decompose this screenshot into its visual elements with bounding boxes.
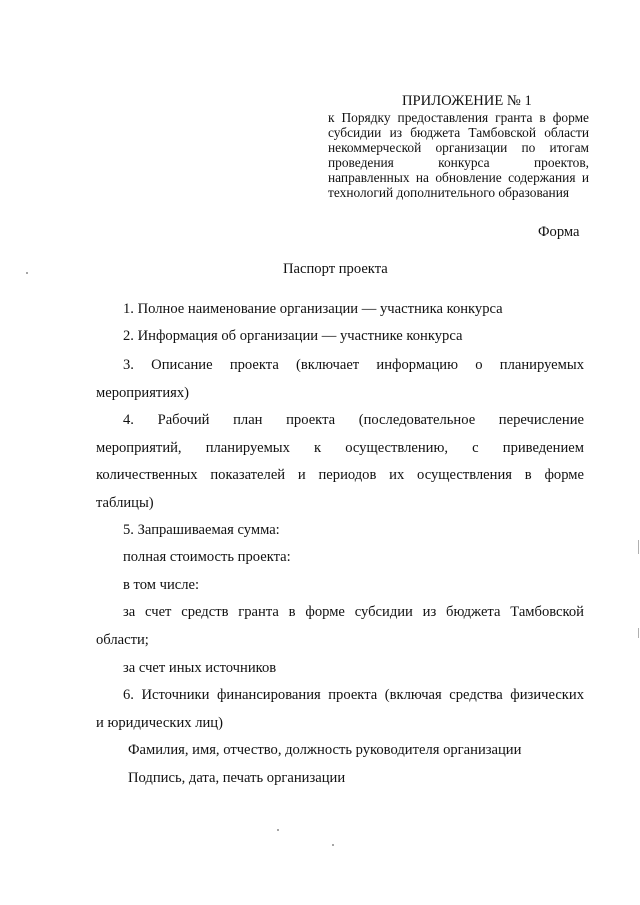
item-5-other-sources: за счет иных источников	[123, 660, 277, 676]
item-1: 1. Полное наименование организации — участника конкурса	[123, 301, 503, 317]
signature-line: Подпись, дата, печать организации	[128, 770, 346, 786]
appendix-line: к Порядку предоставления гранта в форме	[328, 110, 589, 125]
scan-edge-mark	[638, 628, 639, 638]
item-4-line: количественных показателей и периодов их осуществления в форме	[96, 467, 584, 483]
item-4-line: мероприятий, планируемых к осуществлению, с приведением	[96, 440, 584, 456]
appendix-line: проведения конкурса проектов,	[328, 155, 589, 170]
appendix-line: субсидии из бюджета Тамбовской области	[328, 125, 589, 140]
item-5: 5. Запрашиваемая сумма:	[123, 522, 280, 538]
item-6-line: 6. Источники финансирования проекта (включая средства физических	[123, 687, 584, 703]
item-5-full-cost: полная стоимость проекта:	[123, 549, 291, 565]
head-of-organization-line: Фамилия, имя, отчество, должность руководителя организации	[128, 742, 522, 758]
form-label: Форма	[538, 224, 580, 240]
item-3-line: 3. Описание проекта (включает информацию о планируемых	[123, 357, 584, 373]
item-4-line: таблицы)	[96, 495, 154, 511]
appendix-line: некоммерческой организации по итогам	[328, 140, 589, 155]
appendix-line: технологий дополнительного образования	[328, 185, 570, 200]
scan-edge-mark	[638, 540, 639, 554]
item-5-grant-line: области;	[96, 632, 149, 648]
scan-speck	[277, 829, 279, 831]
appendix-line: направленных на обновление содержания и	[328, 170, 589, 185]
item-6-line: и юридических лиц)	[96, 715, 223, 731]
item-2: 2. Информация об организации — участнике конкурса	[123, 328, 463, 344]
item-5-grant-line: за счет средств гранта в форме субсидии из бюджета Тамбовской	[123, 604, 584, 620]
appendix-title: ПРИЛОЖЕНИЕ № 1	[402, 93, 532, 109]
document-title: Паспорт проекта	[283, 261, 388, 277]
scan-speck	[26, 272, 28, 274]
scan-speck	[332, 844, 334, 846]
item-4-line: 4. Рабочий план проекта (последовательное перечисление	[123, 412, 584, 428]
item-5-including: в том числе:	[123, 577, 200, 593]
item-3-line: мероприятиях)	[96, 385, 189, 401]
